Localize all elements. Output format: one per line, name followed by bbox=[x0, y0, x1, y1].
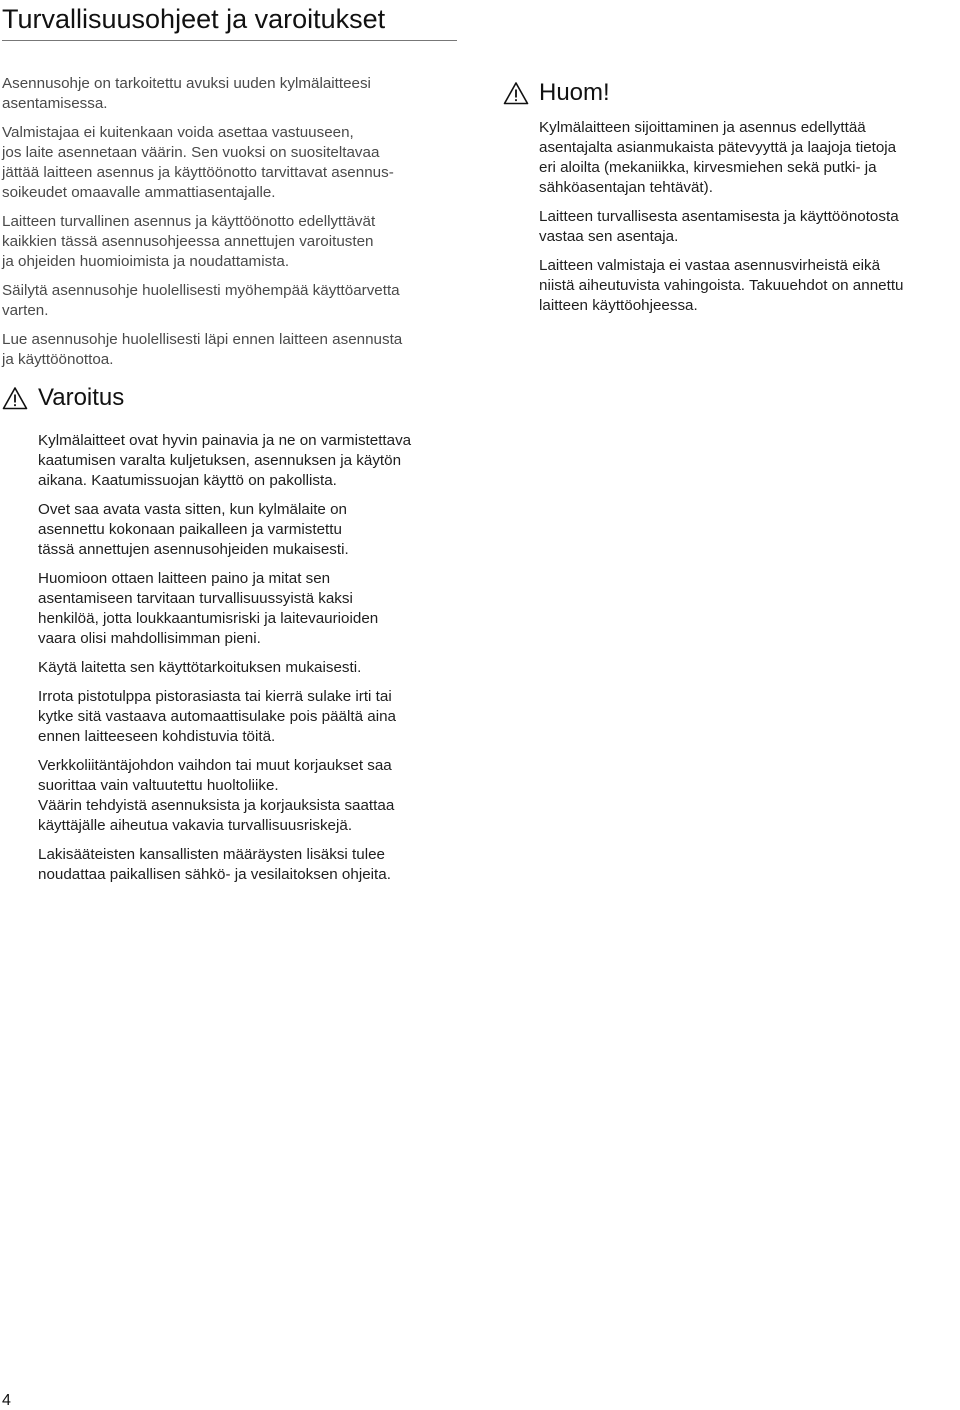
page-number: 4 bbox=[2, 1392, 11, 1409]
huom-heading bbox=[503, 74, 958, 112]
right-column bbox=[503, 74, 958, 325]
intro-paragraph: Säilytä asennusohje huolellisesti myöhempää käyttöarvetta varten. bbox=[2, 282, 400, 319]
warning-triangle-icon bbox=[2, 386, 28, 410]
page-title: Turvallisuusohjeet ja varoitukset bbox=[2, 4, 386, 34]
varoitus-heading bbox=[2, 379, 472, 417]
varoitus-paragraph: Ovet saa avata vasta sitten, kun kylmälaite on asennettu kokonaan paikalleen ja varmistettu tässä annettujen asennusohjeiden mukaisesti. bbox=[38, 501, 349, 558]
huom-paragraph: Kylmälaitteen sijoittaminen ja asennus edellyttää asentajalta asianmukaista pätevyyttä ja laajoja tietoja eri aloilta (mekaniikka, kirvesmiehen sekä putki- ja sähköasentajan tehtävät). bbox=[539, 119, 897, 196]
varoitus-paragraph: Irrota pistotulppa pistorasiasta tai kierrä sulake irti tai kytke sitä vastaava automaattisulake pois päältä aina ennen laitteeseen kohdistuvia töitä. bbox=[38, 688, 396, 745]
varoitus-paragraph: Käytä laitetta sen käyttötarkoituksen mukaisesti. bbox=[38, 659, 362, 676]
intro-paragraph: Laitteen turvallinen asennus ja käyttöönotto edellyttävät kaikkien tässä asennusohjeessa annettujen varoitusten ja ohjeiden huomioimista ja noudattamista. bbox=[2, 213, 376, 270]
left-column bbox=[2, 74, 472, 894]
varoitus-paragraph: Kylmälaitteet ovat hyvin painavia ja ne on varmistettava kaatumisen varalta kuljetuksen, asennuksen ja käytön aikana. Kaatumissuojan käyttö on pakollista. bbox=[38, 432, 412, 489]
varoitus-paragraph: Lakisääteisten kansallisten määräysten lisäksi tulee noudattaa paikallisen sähkö- ja vesilaitoksen ohjeita. bbox=[38, 846, 391, 883]
huom-body bbox=[503, 118, 958, 316]
varoitus-title: Varoitus bbox=[38, 384, 125, 411]
huom-title: Huom! bbox=[539, 79, 610, 106]
varoitus-paragraph: Verkkoliitäntäjohdon vaihdon tai muut korjaukset saa suorittaa vain valtuutettu huoltoliike. Väärin tehdyistä asennuksista ja korjauksista saattaa käyttäjälle aiheutua vakavia turvallisuusriskejä. bbox=[38, 757, 395, 834]
varoitus-paragraph: Huomioon ottaen laitteen paino ja mitat sen asentamiseen tarvitaan turvallisuussyistä kaksi henkilöä, jotta loukkaantumisriski ja laitevaurioiden vaara olisi mahdollisimman pieni. bbox=[38, 570, 379, 647]
huom-paragraph: Laitteen valmistaja ei vastaa asennusvirheistä eikä niistä aiheutuvista vahingoista. Takuuehdot on annettu laitteen käyttöohjeessa. bbox=[539, 257, 904, 314]
intro-paragraph: Valmistajaa ei kuitenkaan voida asettaa vastuuseen, jos laite asennetaan väärin. Sen vuoksi on suositeltavaa jättää laitteen asennus ja käyttöönotto tarvittavat asennus- soikeudet omaavalle ammattiasentajalle. bbox=[2, 124, 394, 201]
intro-paragraph: Lue asennusohje huolellisesti läpi ennen laitteen asennusta ja käyttöönottoa. bbox=[2, 331, 403, 368]
warning-triangle-icon bbox=[503, 81, 529, 105]
title-divider bbox=[2, 40, 457, 41]
huom-paragraph: Laitteen turvallisesta asentamisesta ja käyttöönotosta vastaa sen asentaja. bbox=[539, 208, 899, 245]
varoitus-body bbox=[2, 431, 472, 885]
intro-section bbox=[2, 74, 472, 370]
intro-paragraph: Asennusohje on tarkoitettu avuksi uuden kylmälaitteesi asentamisessa. bbox=[2, 75, 371, 112]
